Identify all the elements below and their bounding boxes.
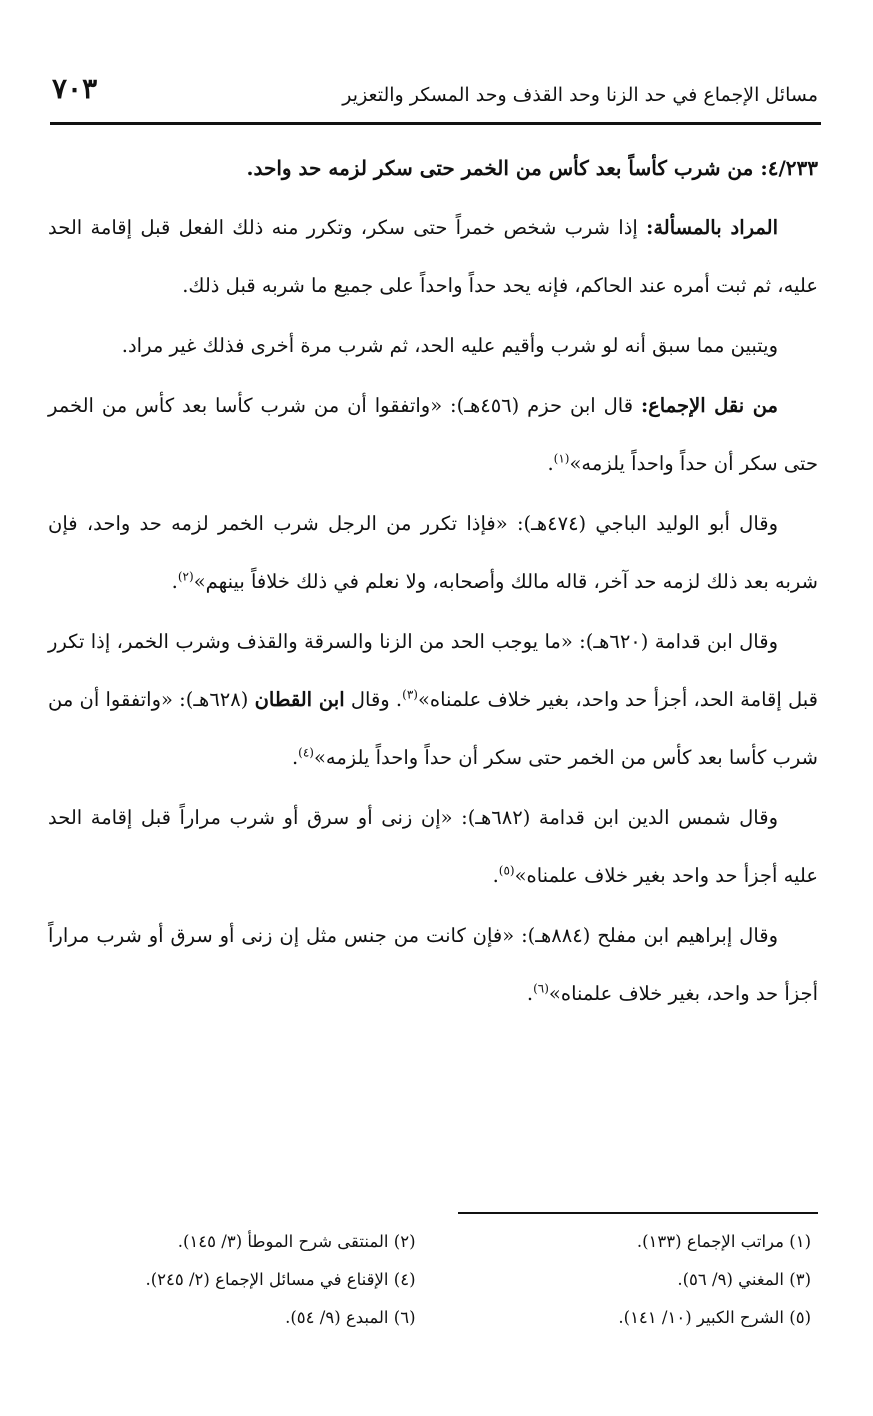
paragraph-intended-meaning bbox=[48, 199, 818, 315]
paragraph-text: وقال إبراهيم ابن مفلح (٨٨٤هـ): «فإن كانت من جنس مثل إن زنى أو سرق أو شرب مراراً أجزأ حد واحد، بغير خلاف علمناه» bbox=[48, 924, 818, 1005]
paragraph-ibn-muflih bbox=[48, 907, 818, 1023]
footnote-3: (٣) المغني (٩/ ٥٦). bbox=[677, 1270, 811, 1289]
paragraph-text: وقال أبو الوليد الباجي (٤٧٤هـ): «فإذا تكرر من الرجل شرب الخمر لزمه حد واحد، فإن شربه بعد ذلك لزمه حد آخر، قاله مالك وأصحابه، ولا نعلم في ذلك خلافاً بينهم» bbox=[48, 512, 818, 593]
footnote-2: (٢) المنتقى شرح الموطأ (٣/ ١٤٥). bbox=[177, 1232, 416, 1251]
paragraph-end: . bbox=[291, 746, 299, 769]
scholar-name: ابن القطان bbox=[254, 688, 345, 711]
paragraph-exclusion bbox=[48, 317, 818, 375]
paragraph-text: وقال شمس الدين ابن قدامة (٦٨٢هـ): «إن زنى أو سرق أو شرب مراراً قبل إقامة الحد عليه أجزأ حد واحد بغير خلاف علمناه» bbox=[48, 806, 818, 887]
paragraph-end: . bbox=[492, 864, 499, 887]
page-body bbox=[48, 145, 818, 1023]
footnote-reference: (٦) bbox=[533, 981, 549, 996]
footnote-4: (٤) الإقناع في مسائل الإجماع (٢/ ٢٤٥). bbox=[145, 1270, 416, 1289]
footnote-6: (٦) المبدع (٩/ ٥٤). bbox=[285, 1308, 416, 1327]
paragraph-text: . وقال bbox=[344, 688, 403, 711]
paragraph-lead: من نقل الإجماع: bbox=[640, 394, 778, 417]
paragraph-ibn-hazm bbox=[48, 377, 818, 493]
page-number: ٧٠٣ bbox=[52, 72, 98, 105]
footnote-reference: (٢) bbox=[177, 569, 194, 584]
footnote-1: (١) مراتب الإجماع (١٣٣). bbox=[636, 1232, 811, 1251]
footnotes bbox=[60, 1232, 811, 1346]
footnote-rule bbox=[458, 1212, 818, 1214]
issue-heading: ٤/٢٣٣: من شرب كأساً بعد كأس من الخمر حتى سكر لزمه حد واحد. bbox=[246, 156, 818, 180]
paragraph-lead: المراد بالمسألة: bbox=[646, 216, 779, 239]
paragraph-end: . bbox=[171, 570, 178, 593]
paragraph-text: ويتبين مما سبق أنه لو شرب وأقيم عليه الحد، ثم شرب مرة أخرى فذلك غير مراد. bbox=[121, 334, 778, 357]
footnote-reference: (٤) bbox=[298, 745, 314, 760]
header-rule bbox=[50, 122, 821, 125]
paragraph-text: (٦٢٨هـ): «واتفقوا أن من شرب كأسا بعد كأس من الخمر حتى سكر أن حداً واحداً يلزمه» bbox=[48, 688, 818, 769]
paragraph-end: . bbox=[526, 982, 534, 1005]
page-header bbox=[52, 68, 818, 120]
paragraph-shams-al-din bbox=[48, 789, 818, 905]
running-title: مسائل الإجماع في حد الزنا وحد القذف وحد المسكر والتعزير bbox=[342, 84, 818, 106]
paragraph-end: . bbox=[547, 452, 554, 475]
paragraph-text: قال ابن حزم (٤٥٦هـ): «واتفقوا أن من شرب كأسا بعد كأس من الخمر حتى سكر أن حداً واحداً يلزمه» bbox=[48, 394, 818, 475]
footnote-reference: (٥) bbox=[498, 863, 515, 878]
footnote-reference: (٣) bbox=[402, 687, 418, 702]
footnote-reference: (١) bbox=[553, 451, 570, 466]
footnote-5: (٥) الشرح الكبير (١٠/ ١٤١). bbox=[618, 1308, 811, 1327]
paragraph-al-baji bbox=[48, 495, 818, 611]
paragraph-text: إذا شرب شخص خمراً حتى سكر، وتكرر منه ذلك الفعل قبل إقامة الحد عليه، ثم ثبت أمره عند الحاكم، فإنه يحد حداً واحداً على جميع ما شربه قبل ذلك. bbox=[48, 216, 818, 297]
paragraph-text: وقال ابن قدامة (٦٢٠هـ): «ما يوجب الحد من الزنا والسرقة والقذف وشرب الخمر، إذا تكرر قبل إقامة الحد، أجزأ حد واحد، بغير خلاف علمناه» bbox=[48, 630, 818, 711]
paragraph-ibn-qudama bbox=[48, 613, 818, 787]
